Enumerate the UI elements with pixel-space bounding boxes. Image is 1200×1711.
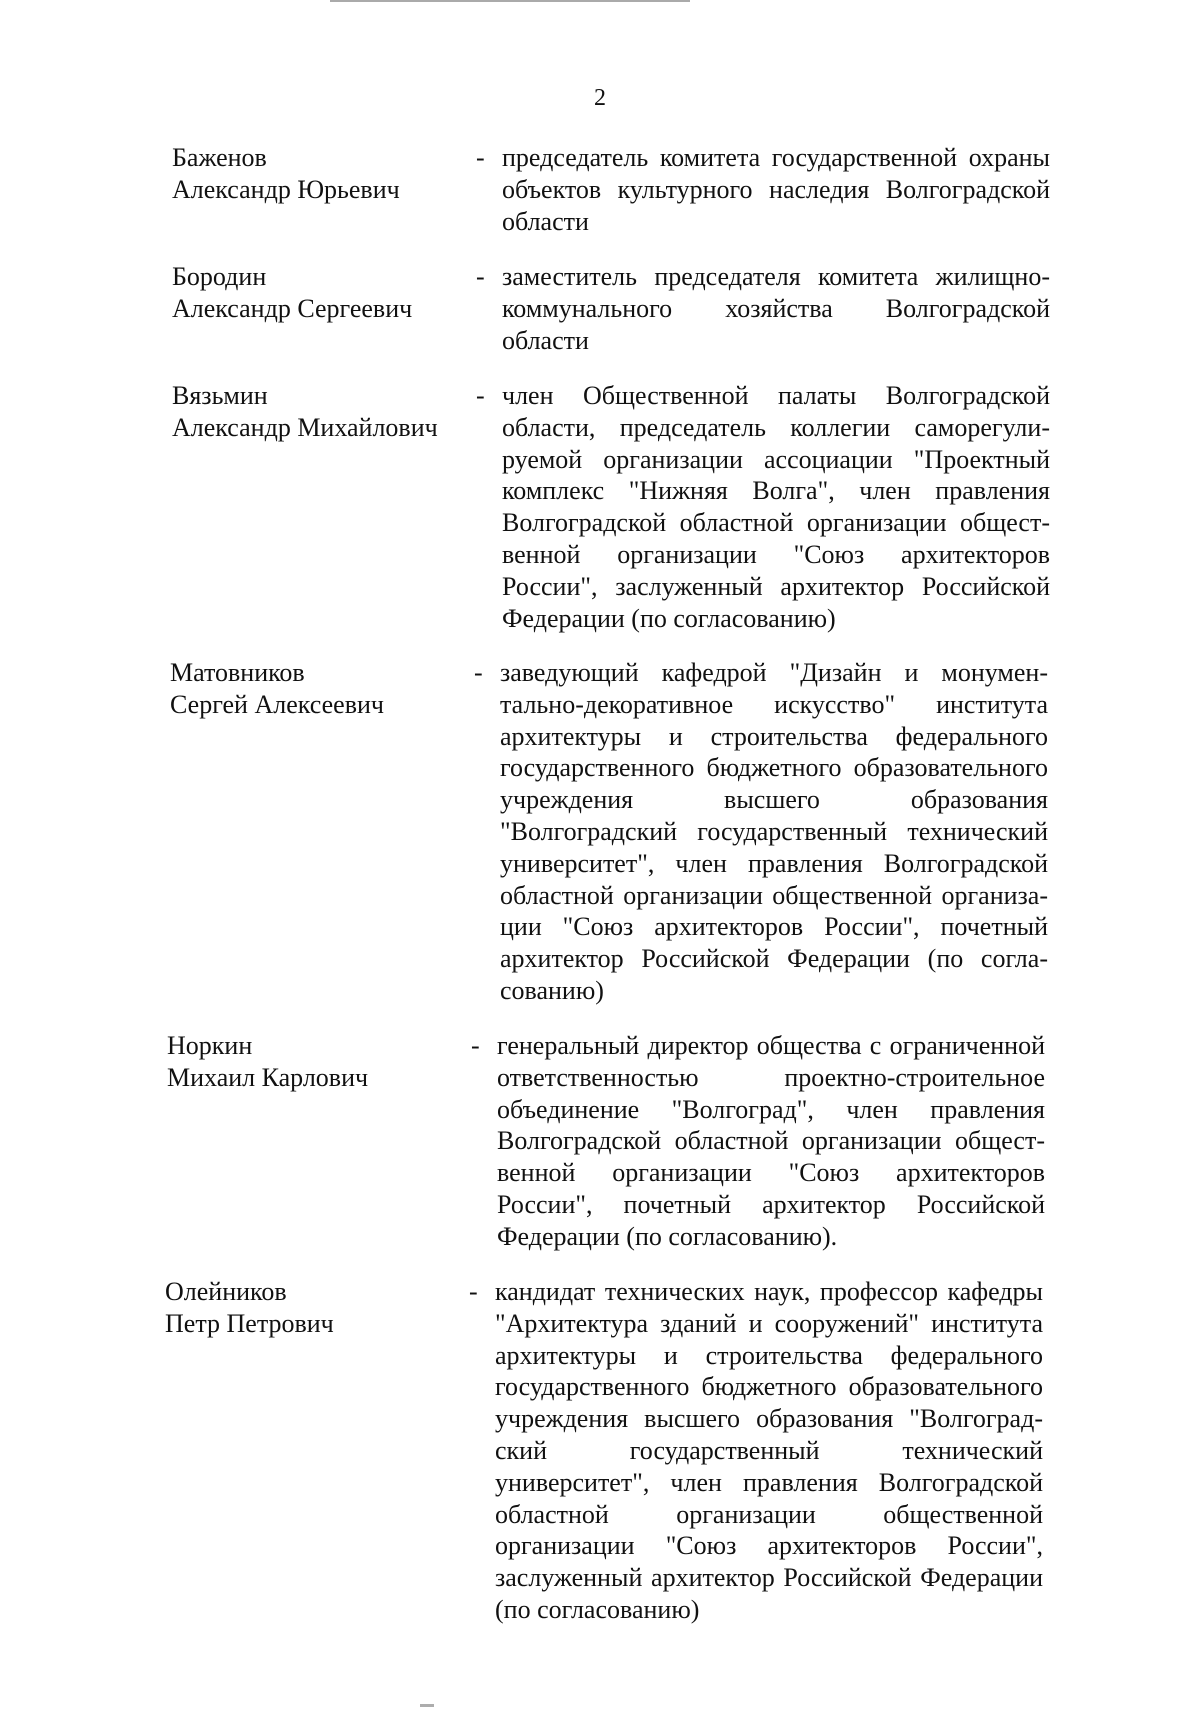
member-name xyxy=(172,142,472,206)
dash-separator: - xyxy=(476,381,485,410)
dash-separator: - xyxy=(471,1031,480,1060)
dash-separator: - xyxy=(469,1277,478,1306)
page-number: 2 xyxy=(594,85,606,111)
dash-separator: - xyxy=(476,262,485,291)
member-given-names: Александр Юрьевич xyxy=(172,175,400,204)
member-given-names: Александр Михайлович xyxy=(172,413,438,442)
member-surname: Олейников xyxy=(165,1277,287,1306)
member-given-names: Сергей Алексеевич xyxy=(170,690,384,719)
member-given-names: Александр Сергеевич xyxy=(172,294,413,323)
member-given-names: Михаил Карлович xyxy=(167,1063,369,1092)
member-surname: Норкин xyxy=(167,1031,253,1060)
member-name xyxy=(167,1030,467,1094)
member-given-names: Петр Петрович xyxy=(165,1309,334,1338)
scan-edge-line xyxy=(330,0,690,2)
scan-artifact-mark xyxy=(420,1704,434,1707)
member-name xyxy=(172,380,472,444)
member-role: председатель комитета государственной охраны объектов культурного наследия Волгоградской области xyxy=(502,143,1050,236)
member-surname: Бородин xyxy=(172,262,267,291)
member-name xyxy=(172,261,472,325)
member-role: заведующий кафедрой "Дизайн и монументально-декоративное искусство" института архитектуры и строительства федерального государственного бюджетного образовательного учреждения высшего образования "Волгоградский государственный технический университет", член правления Волгоградской областной организации общественной организации "Союз архитекторов России", почетный архитектор Российской Федерации (по согласованию) xyxy=(500,658,1048,1005)
member-surname: Баженов xyxy=(172,143,267,172)
member-surname: Матовников xyxy=(170,658,305,687)
dash-separator: - xyxy=(476,143,485,172)
member-role: генеральный директор общества с ограниченной ответственностью проектно-строительное объединение "Волгоград", член правления Волгоградской областной организации общественной организации "Союз архитекторов России", почетный архитектор Российской Федерации (по согласованию). xyxy=(497,1031,1045,1251)
member-name xyxy=(170,657,470,721)
dash-separator: - xyxy=(474,658,483,687)
member-name xyxy=(165,1276,465,1340)
member-surname: Вязьмин xyxy=(172,381,268,410)
member-role: член Общественной палаты Волгоградской области, председатель коллегии саморегулируемой организации ассоциации "Проектный комплекс "Нижняя Волга", член правления Волгоградской областной организации общественной организации "Союз архитекторов России", заслуженный архитектор Российской Федерации (по согласованию) xyxy=(502,381,1050,633)
member-role: заместитель председателя комитета жилищно-коммунального хозяйства Волгоградской области xyxy=(502,262,1050,355)
member-role: кандидат технических наук, профессор кафедры "Архитектура зданий и сооружений" института архитектуры и строительства федерального государственного бюджетного образовательного учреждения высшего образования "Волгоградский государственный технический университет", член правления Волгоградской областной организации общественной организации "Союз архитекторов России", заслуженный архитектор Российской Федерации (по согласованию) xyxy=(495,1277,1043,1624)
